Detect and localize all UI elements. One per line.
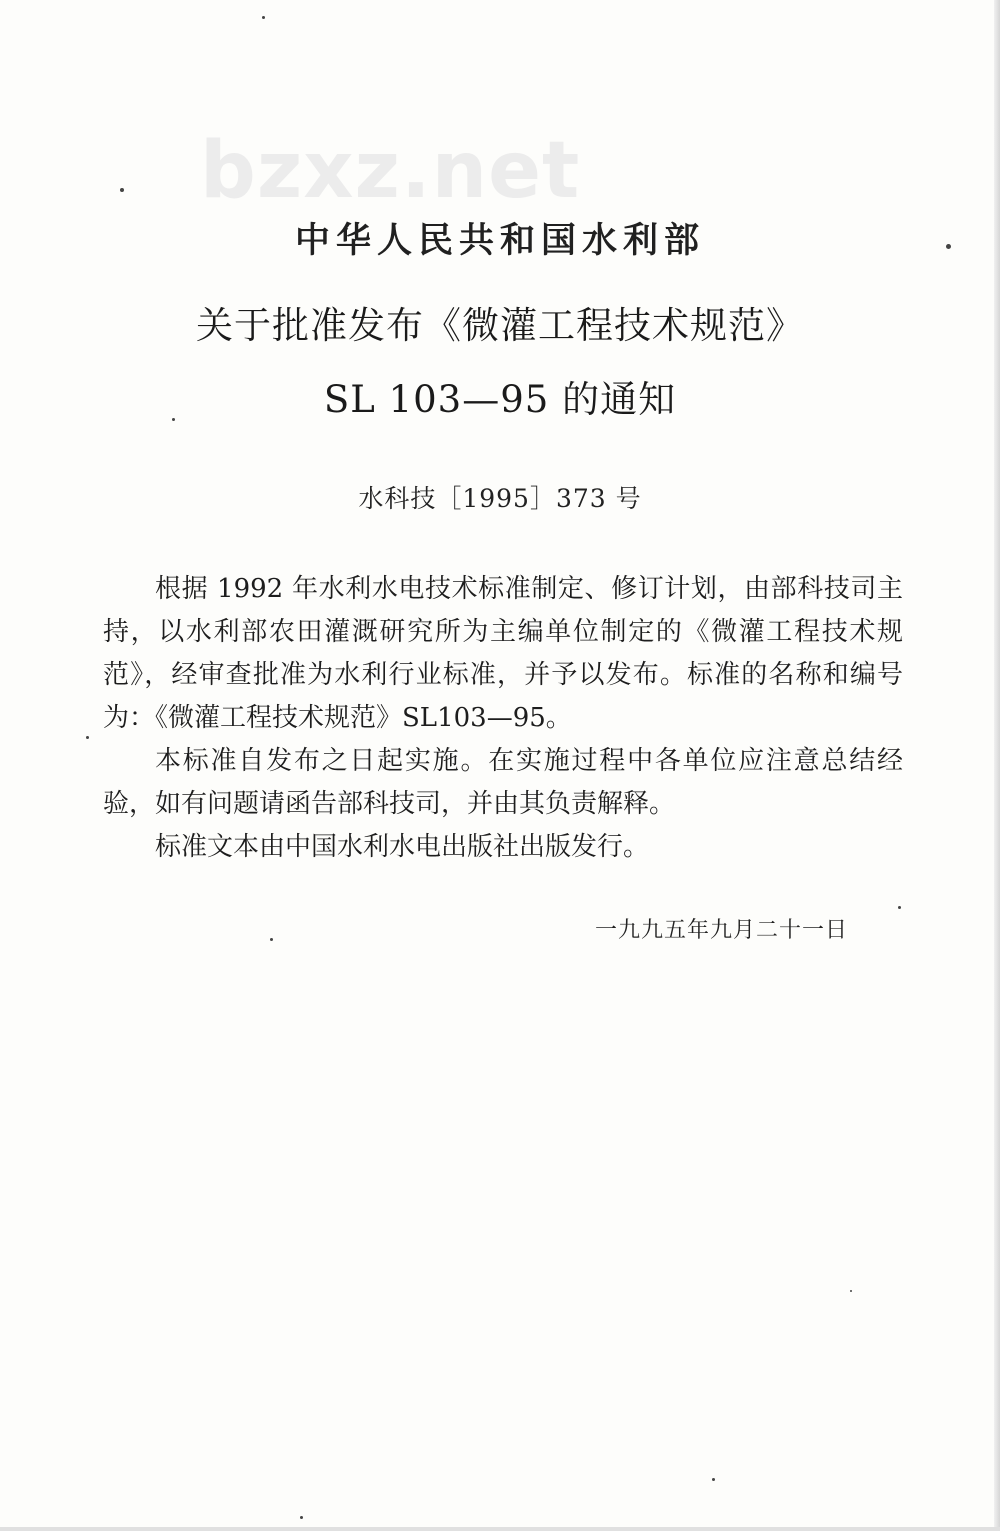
paragraph-implementation: 本标准自发布之日起实施。在实施过程中各单位应注意总结经验，如有问题请函告部科技司，并由其负责解释。 [103,746,903,819]
watermark: bzxz.net [200,126,581,216]
scan-speck [262,16,265,19]
document-number: 水科技［1995］373 号 [358,484,642,513]
issuing-ministry: 中华人民共和国水利部 [294,220,705,261]
scan-speck [946,244,951,249]
page-edge-bottom [0,1527,1000,1531]
scan-speck [120,188,124,192]
page-edge-right [994,0,1000,1531]
scan-speck [172,418,175,421]
scan-speck [270,938,273,941]
scan-speck [300,1516,303,1519]
notice-title-line-1: 关于批准发布《微灌工程技术规范》 [196,304,804,347]
paragraph-approval: 根据 1992 年水利水电技术标准制定、修订计划，由部科技司主持，以水利部农田灌溉研究所为主编单位制定的《微灌工程技术规范》，经审查批准为水利行业标准，并予以发布。标准的名称和编号为：《微灌工程技术规范》SL103—95。 [103,574,903,733]
issue-date: 一九九五年九月二十一日 [594,918,848,943]
scan-speck [850,1290,852,1292]
scan-speck [86,736,89,739]
paragraph-publisher: 标准文本由中国水利水电出版社出版发行。 [155,832,650,862]
scan-speck [898,906,901,909]
notice-title-line-2: SL 103—95 的通知 [323,378,677,421]
scan-speck [712,1478,715,1481]
notice-body [103,568,903,869]
